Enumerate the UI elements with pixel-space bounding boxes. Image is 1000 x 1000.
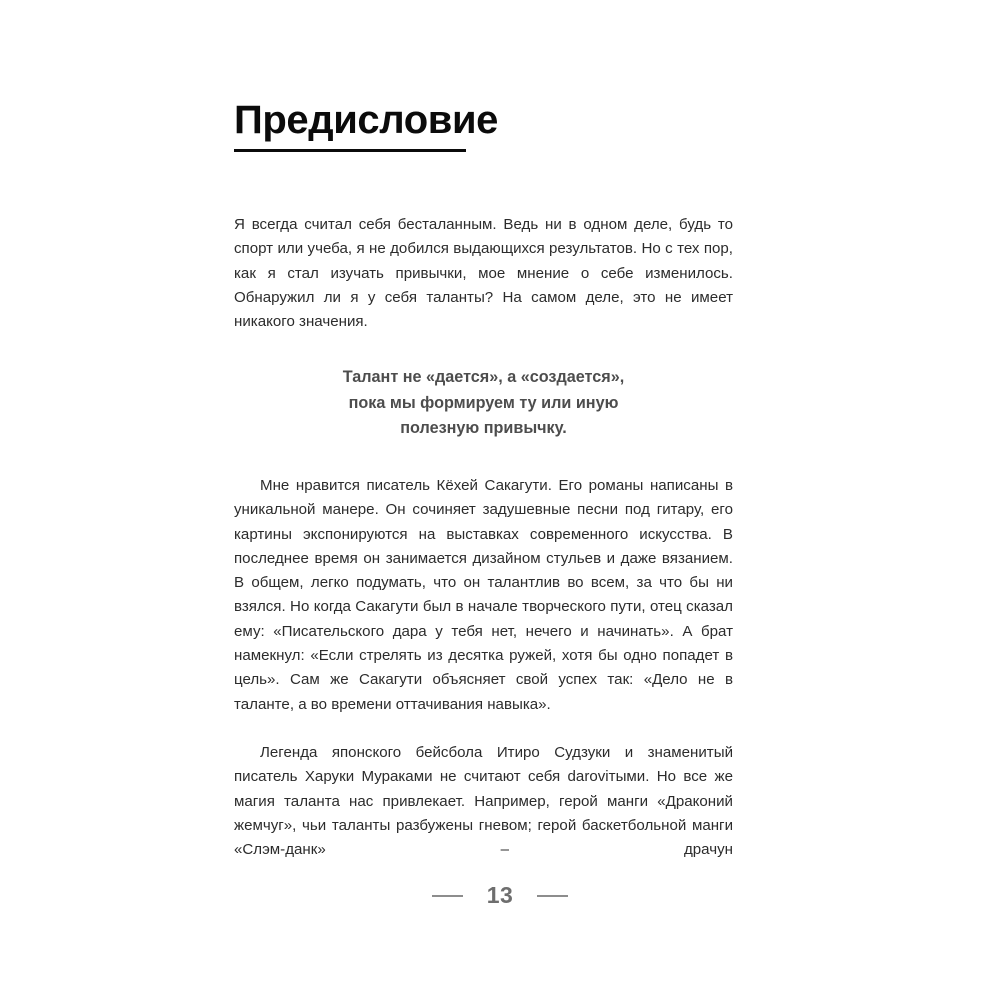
paragraph-2: Мне нравится писатель Кёхей Сакагути. Его романы написаны в уникальной манере. Он сочиняет задушевные песни под гитару, его картины экспонируются на выставках современного искусства. В последнее время он занимается дизайном стульев и даже вязанием. В общем, легко подумать, что он талантлив во всем, за что бы ни взялся. Но когда Сакагути был в начале творческого пути, отец сказал ему: «Писательского дара у тебя нет, нечего и начинать». А брат намекнул: «Если стрелять из десятка ружей, хотя бы одно попадет в цель». Сам же Сакагути объясняет свой успех так: «Дело не в таланте, а во времени оттачивания навыка».	[234, 476, 733, 713]
pull-quote-line-1: Талант не «дается», а «создается»,	[342, 368, 625, 387]
pull-quote-line-3: полезную привычку.	[400, 419, 567, 438]
pull-quote-line-2: пока мы формируем ту или иную	[348, 393, 619, 412]
page-title: Предисловие	[234, 98, 498, 142]
folio-dash-right-icon	[537, 895, 568, 897]
paragraph-3: Легенда японского бейсбола Итиро Судзуки и знаменитый писатель Харуки Мураками не считают себя daroviтыми. Но все же магия таланта нас привлекает. Например, герой манги «Драконий жемчуг», чьи таланты разбужены гневом; герой баскетбольной манги «Слэм-данк» – драчун	[234, 743, 733, 859]
page-number: 13	[486, 882, 514, 908]
folio-dash-left-icon	[432, 895, 463, 897]
title-underline-rule	[234, 149, 466, 152]
chapter-header	[234, 98, 754, 152]
body-text-column	[234, 213, 733, 887]
paragraph-1: Я всегда считал себя бесталанным. Ведь ни в одном деле, будь то спорт или учеба, я не добился выдающихся результатов. Но с тех пор, как я стал изучать привычки, мое мнение о себе изменилось. Обнаружил ли я у себя таланты? На самом деле, это не имеет никакого значения.	[234, 216, 733, 331]
page-footer	[0, 884, 1000, 907]
pull-quote	[234, 365, 733, 442]
